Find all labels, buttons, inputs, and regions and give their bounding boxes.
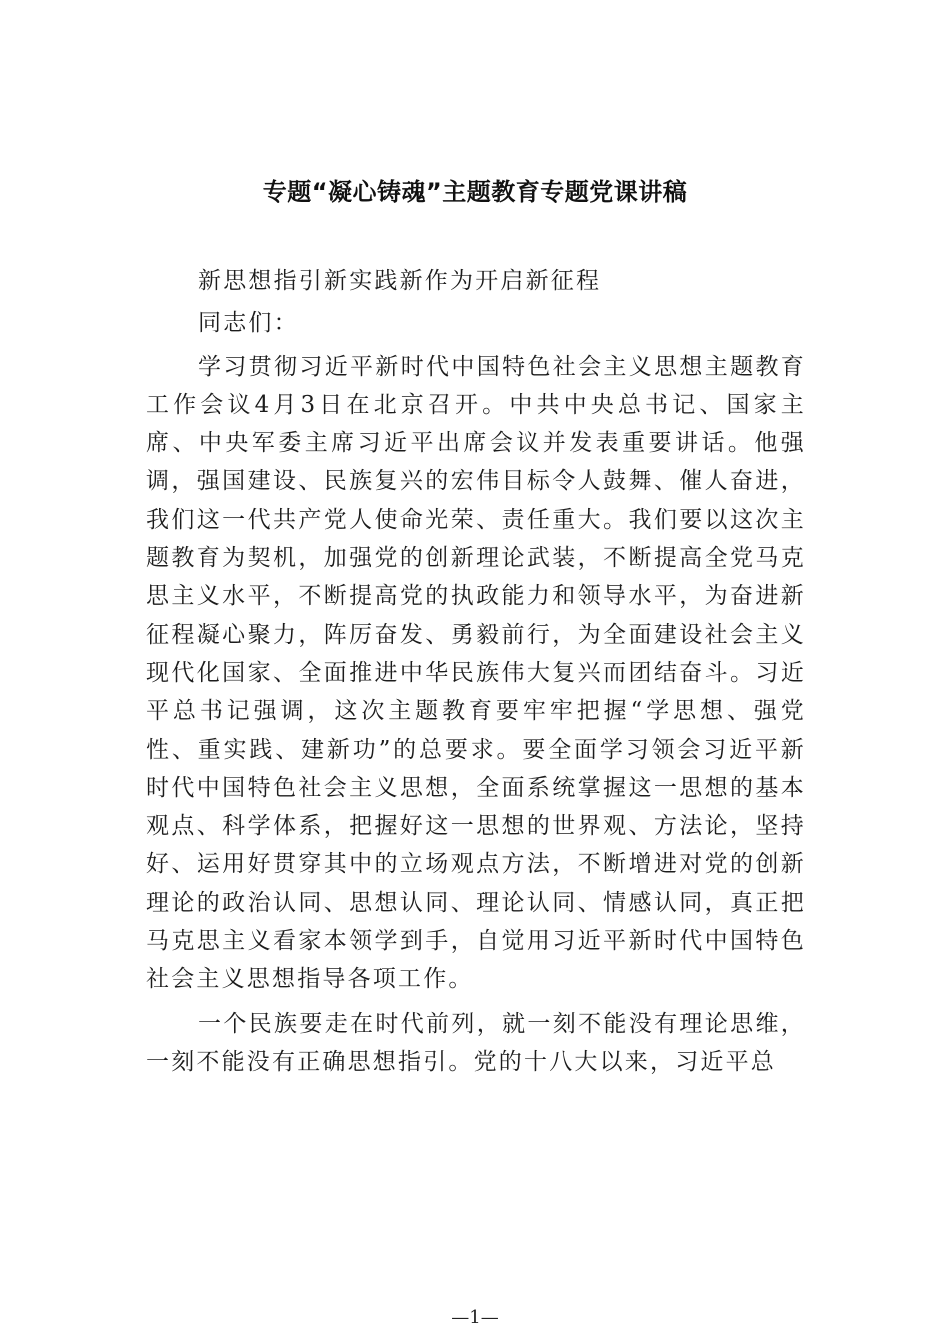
document-subtitle: 新思想指引新实践新作为开启新征程 bbox=[198, 268, 602, 294]
document-body bbox=[146, 262, 806, 1081]
salutation: 同志们： bbox=[198, 310, 299, 337]
body-paragraph: 学习贯彻习近平新时代中国特色社会主义思想主题教育工作会议4月3日在北京召开。中共中央总书记、国家主席、中央军委主席习近平出席会议并发表重要讲话。他强调，强国建设、民族复兴的宏伟目标令人鼓舞、催人奋进，我们这一代共产党人使命光荣、责任重大。我们要以这次主题教育为契机，加强党的创新理论武装，不断提高全党马克思主义水平，不断提高党的执政能力和领导水平，为奋进新征程凝心聚力，阵厉奋发、勇毅前行，为全面建设社会主义现代化国家、全面推进中华民族伟大复兴而团结奋斗。习近平总书记强调，这次主题教育要牢牢把握“学思想、强党性、重实践、建新功”的总要求。要全面学习领会习近平新时代中国特色社会主义思想，全面系统掌握这一思想的基本观点、科学体系，把握好这一思想的世界观、方法论，坚持好、运用好贯穿其中的立场观点方法，不断增进对党的创新理论的政治认同、思想认同、理论认同、情感认同，真正把马克思主义看家本领学到手，自觉用习近平新时代中国特色社会主义思想指导各项工作。 bbox=[146, 353, 806, 993]
body-paragraph: 一个民族要走在时代前列，就一刻不能没有理论思维，一刻不能没有正确思想指引。党的十八大以来，习近平总 bbox=[146, 1010, 806, 1075]
document-title: 专题“凝心铸魂”主题教育专题党课讲稿 bbox=[262, 178, 688, 206]
page-number: —1— bbox=[451, 1307, 499, 1328]
